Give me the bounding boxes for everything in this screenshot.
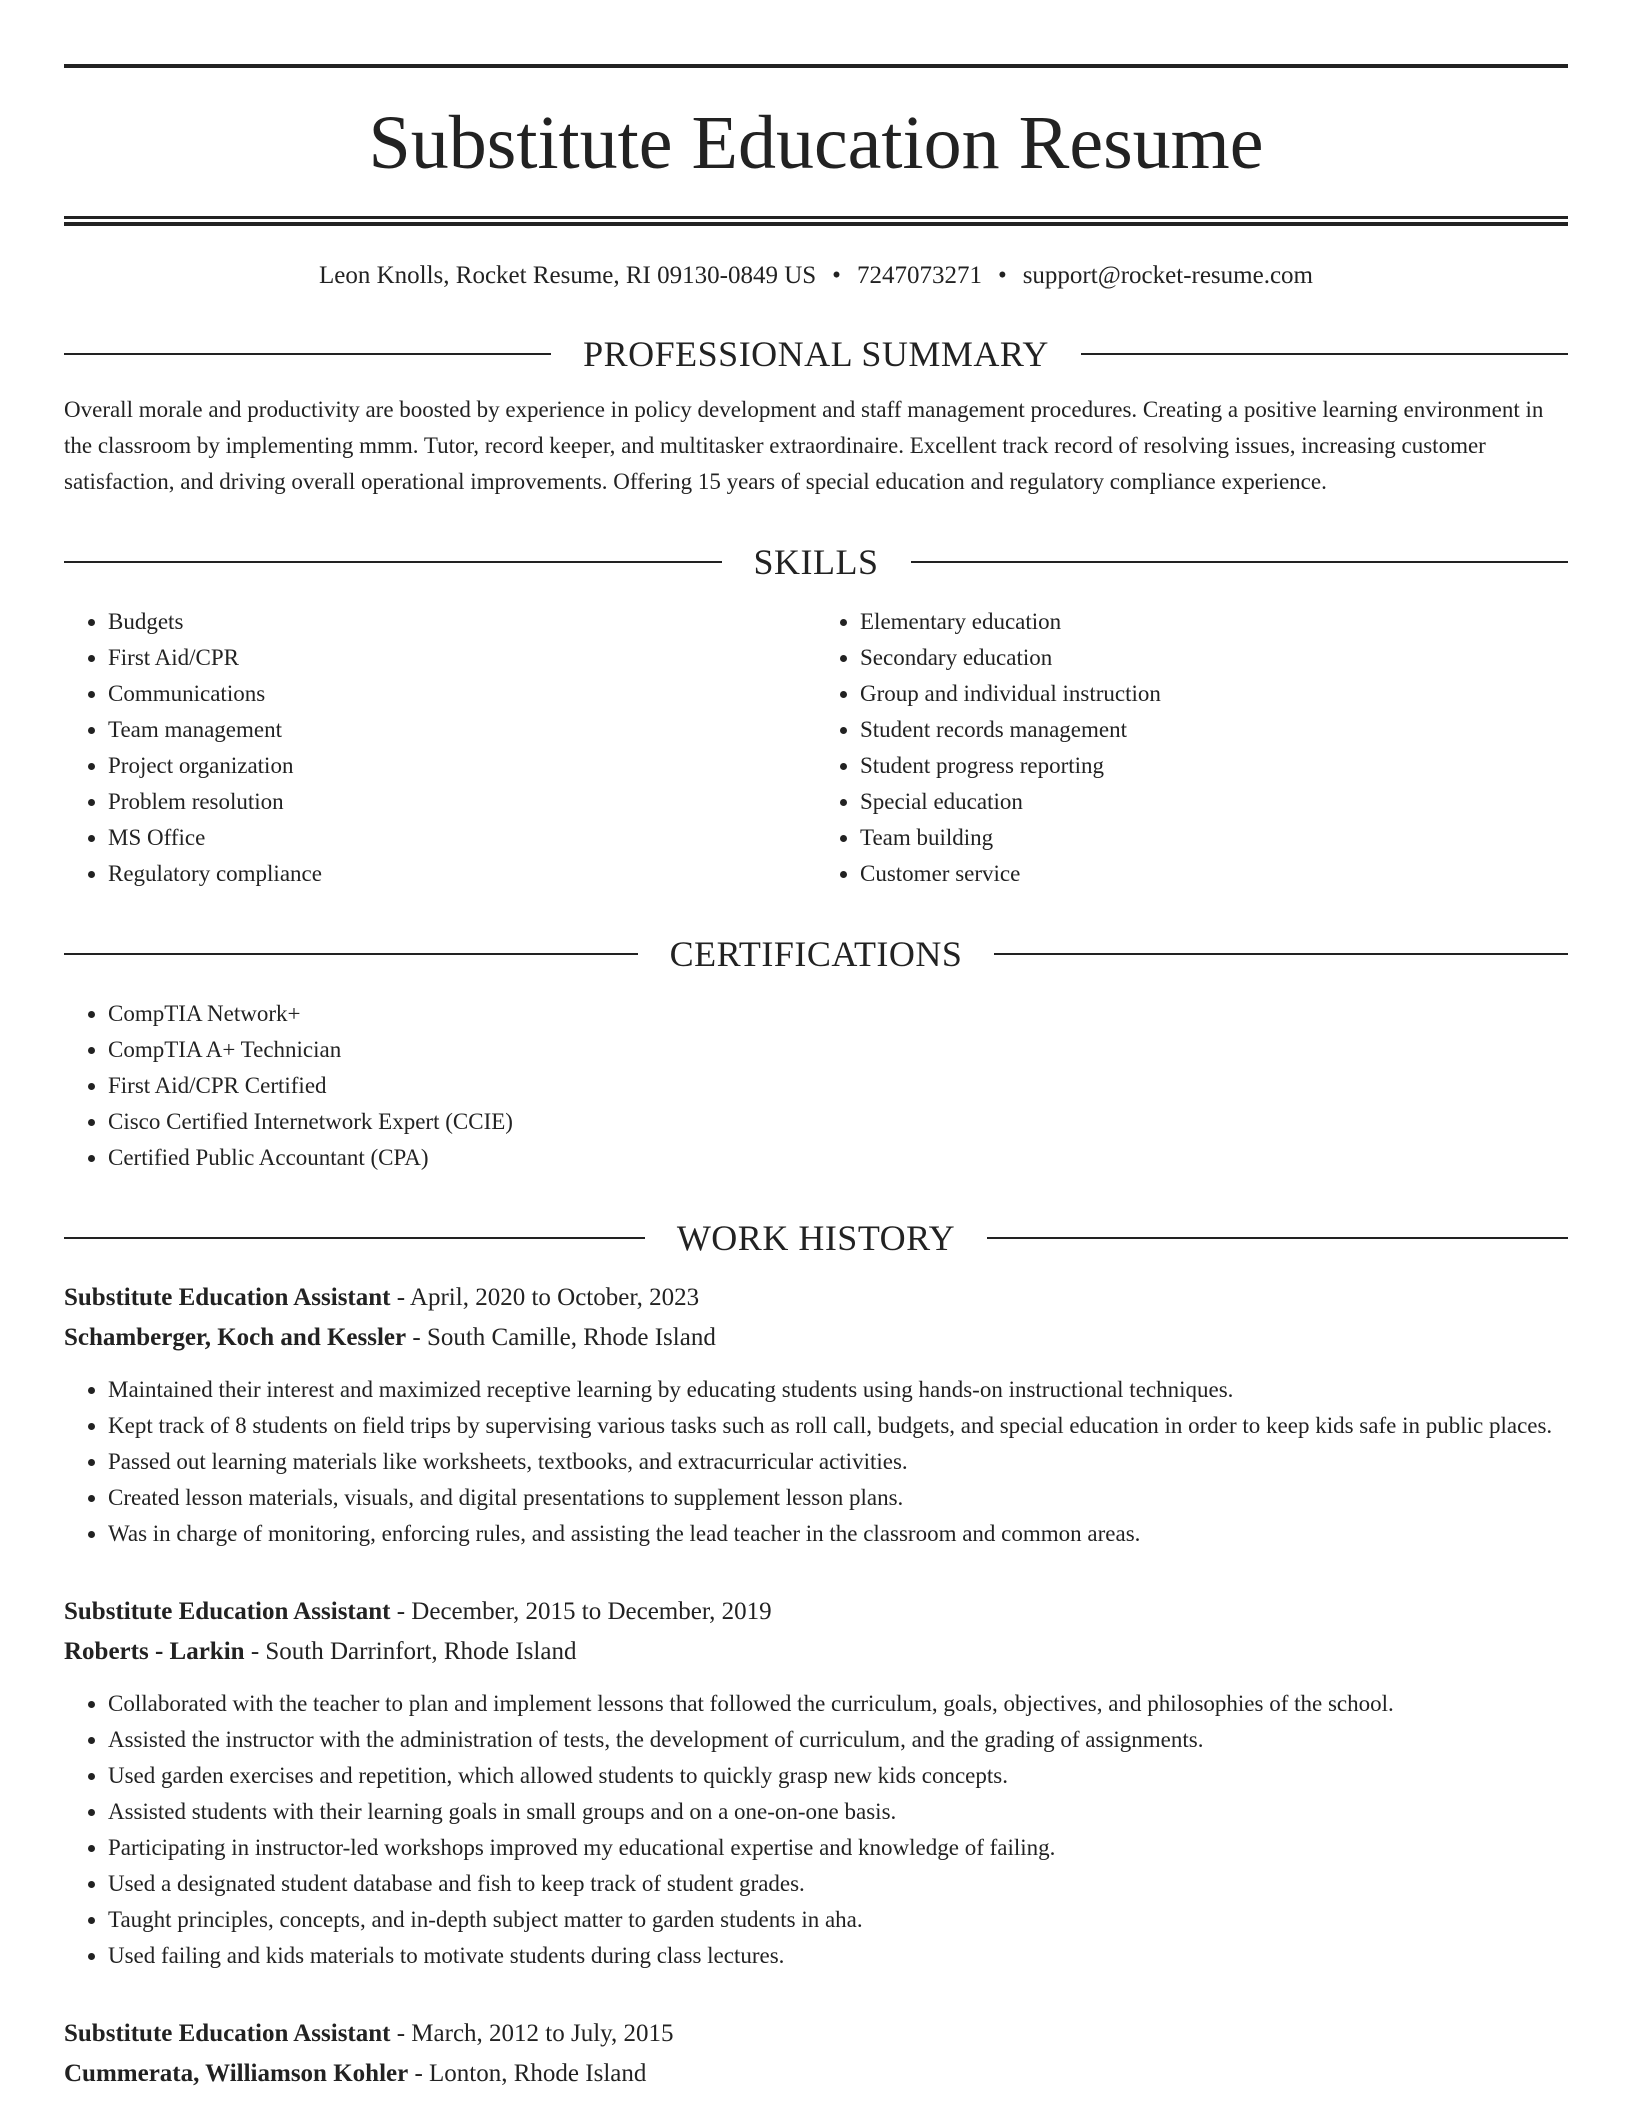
section-header-skills (64, 540, 1568, 584)
job-bullets (64, 1372, 1568, 1552)
summary-text: Overall morale and productivity are boosted by experience in policy development and staff management procedures. Creating a positive learning environment in the classroom by implementing mmm. Tutor, record keeper, and multitasker extraordinaire. Excellent track record of resolving issues, increasing customer satisfaction, and driving overall operational improvements. Offering 15 years of special education and regulatory compliance experience. (64, 397, 1544, 494)
skill-item: • Elementary education (860, 604, 1568, 640)
job-location: - Lonton, Rhode Island (408, 2060, 647, 2087)
double-rule (64, 216, 1568, 226)
skill-item: • Team management (108, 712, 816, 748)
job-entry (64, 2014, 1568, 2094)
section-rule (1081, 353, 1568, 355)
job-bullet: • Kept track of 8 students on field trips by supervising various tasks such as roll call, budgets, and special education in order to keep kids safe in public places. (108, 1408, 1568, 1444)
job-company-line (64, 2054, 1568, 2094)
section-rule (64, 353, 551, 355)
certification-item: • CompTIA Network+ (108, 996, 1568, 1032)
job-bullet: • Maintained their interest and maximized receptive learning by educating students using hands-on instructional techniques. (108, 1372, 1568, 1408)
job-title: Substitute Education Assistant (64, 1284, 391, 1311)
section-rule (64, 1237, 645, 1239)
section-rule (64, 953, 638, 955)
job-dates: - March, 2012 to July, 2015 (390, 2020, 674, 2047)
job-company: Roberts - Larkin (64, 1638, 245, 1665)
section-rule (987, 1237, 1568, 1239)
contact-separator: • (832, 262, 841, 289)
skill-item: • Special education (860, 784, 1568, 820)
contact-line (64, 260, 1568, 292)
certification-item: • Cisco Certified Internetwork Expert (CCIE) (108, 1104, 1568, 1140)
job-title-line (64, 1278, 1568, 1318)
certification-item: • Certified Public Accountant (CPA) (108, 1140, 1568, 1176)
skill-item: • Student records management (860, 712, 1568, 748)
skill-item: • Group and individual instruction (860, 676, 1568, 712)
skill-item: • Budgets (108, 604, 816, 640)
job-dates: - April, 2020 to October, 2023 (390, 1284, 700, 1311)
job-company: Schamberger, Koch and Kessler (64, 1324, 407, 1351)
job-title: Substitute Education Assistant (64, 1598, 391, 1625)
contact-address: Leon Knolls, Rocket Resume, RI 09130-0849 US (318, 262, 817, 289)
job-bullet: • Collaborated with the teacher to plan and implement lessons that followed the curriculum, goals, objectives, and philosophies of the school. (108, 1686, 1568, 1722)
skill-item: • Problem resolution (108, 784, 816, 820)
skill-item: • Student progress reporting (860, 748, 1568, 784)
job-company: Cummerata, Williamson Kohler (64, 2060, 409, 2087)
job-title-line (64, 2014, 1568, 2054)
job-location: - South Darrinfort, Rhode Island (244, 1638, 577, 1665)
skill-item: • Project organization (108, 748, 816, 784)
job-bullet: • Passed out learning materials like worksheets, textbooks, and extracurricular activities. (108, 1444, 1568, 1480)
section-header-certifications (64, 932, 1568, 976)
section-rule (911, 561, 1569, 563)
skill-item: • First Aid/CPR (108, 640, 816, 676)
certification-item: • CompTIA A+ Technician (108, 1032, 1568, 1068)
skill-item: • Secondary education (860, 640, 1568, 676)
job-entry (64, 1278, 1568, 1552)
contact-phone: 7247073271 (856, 262, 982, 289)
section-title: CERTIFICATIONS (669, 934, 963, 974)
skills-columns (64, 604, 1568, 892)
skills-list-right (816, 604, 1568, 892)
page-title: Substitute Education Resume (368, 101, 1264, 185)
skill-item: • Regulatory compliance (108, 856, 816, 892)
job-bullet: • Created lesson materials, visuals, and digital presentations to supplement lesson plans. (108, 1480, 1568, 1516)
certification-item: • First Aid/CPR Certified (108, 1068, 1568, 1104)
top-rule (64, 64, 1568, 68)
job-title-line (64, 1592, 1568, 1632)
skill-item: • Communications (108, 676, 816, 712)
contact-separator: • (997, 262, 1007, 289)
section-header-work-history (64, 1216, 1568, 1260)
section-title: PROFESSIONAL SUMMARY (583, 334, 1049, 374)
job-title: Substitute Education Assistant (64, 2020, 391, 2047)
section-title: SKILLS (753, 542, 879, 582)
job-bullet: • Used failing and kids materials to motivate students during class lectures. (108, 1938, 1568, 1974)
job-company-line (64, 1632, 1568, 1672)
job-bullet: • Used garden exercises and repetition, which allowed students to quickly grasp new kids concepts. (108, 1758, 1568, 1794)
section-rule (994, 953, 1568, 955)
job-bullet: • Taught principles, concepts, and in-depth subject matter to garden students in aha. (108, 1902, 1568, 1938)
section-rule (64, 561, 722, 563)
skill-item: • Team building (860, 820, 1568, 856)
section-header-summary (64, 332, 1568, 376)
skill-item: • Customer service (860, 856, 1568, 892)
job-bullets (64, 1686, 1568, 1974)
job-bullet: • Assisted students with their learning goals in small groups and on a one-on-one basis. (108, 1794, 1568, 1830)
job-bullet: • Was in charge of monitoring, enforcing rules, and assisting the lead teacher in the classroom and common areas. (108, 1516, 1568, 1552)
certifications-list (64, 996, 1568, 1176)
job-company-line (64, 1318, 1568, 1358)
job-dates: - December, 2015 to December, 2019 (390, 1598, 772, 1625)
job-entry (64, 1592, 1568, 1974)
resume-page (64, 64, 1568, 2094)
job-bullet: • Assisted the instructor with the administration of tests, the development of curriculum, and the grading of assignments. (108, 1722, 1568, 1758)
contact-email: support@rocket-resume.com (1022, 262, 1313, 289)
skill-item: • MS Office (108, 820, 816, 856)
job-bullet: • Used a designated student database and fish to keep track of student grades. (108, 1866, 1568, 1902)
skills-list-left (64, 604, 816, 892)
job-bullet: • Participating in instructor-led workshops improved my educational expertise and knowledge of failing. (108, 1830, 1568, 1866)
section-title: WORK HISTORY (676, 1218, 956, 1258)
job-location: - South Camille, Rhode Island (406, 1324, 716, 1351)
